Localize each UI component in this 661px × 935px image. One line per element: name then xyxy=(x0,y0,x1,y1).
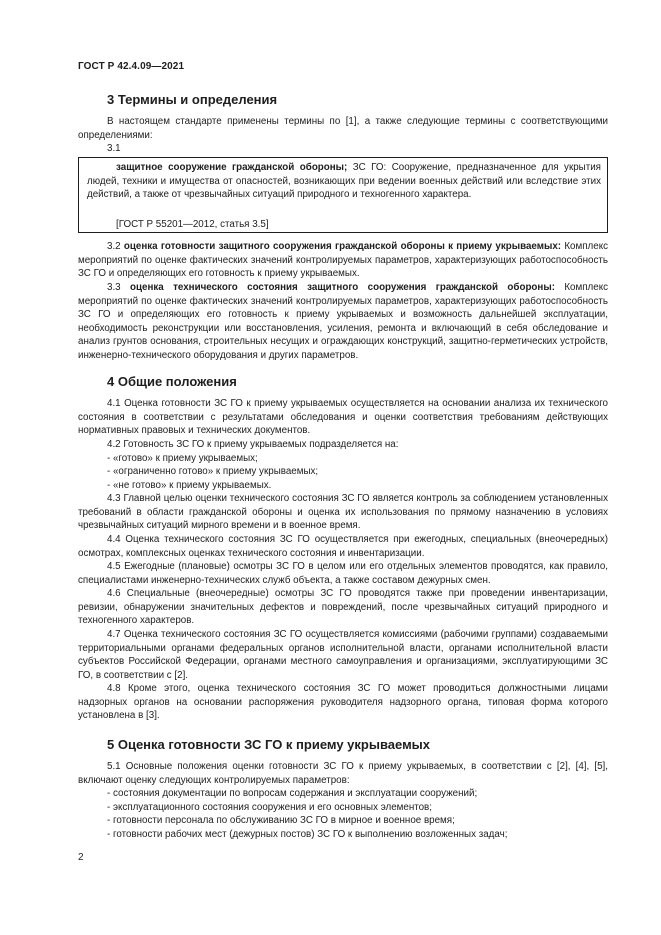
term-3-1-term: защитное сооружение гражданской обороны; xyxy=(116,162,348,173)
list-item-4-2-1: - «готово» к приему укрываемых; xyxy=(107,453,258,464)
paragraph-4-5: 4.5 Ежегодные (плановые) осмотры ЗС ГО в целом или его отдельных элементов проводятся, как правило, специалистами инженерно-технических служб объекта, а также составом дежурных смен. xyxy=(78,561,608,586)
term-3-2-definition: Комплекс мероприятий по оценке фактических значений контролируемых параметров, характеризующих работоспособность ЗС ГО и определяющих его готовность к приему укрываемых. xyxy=(78,241,609,280)
list-item-5-1-4: - готовности рабочих мест (дежурных постов) ЗС ГО к выполнению возложенных задач; xyxy=(107,829,508,840)
paragraph-4-4: 4.4 Оценка технического состояния ЗС ГО осуществляется при ежегодных, специальных (внеочередных) осмотрах, комплексных оценках технического состояния и инвентаризации. xyxy=(78,534,608,559)
section-4-heading: 4 Общие положения xyxy=(107,374,237,389)
list-item-5-1-1: - состояния документации по вопросам содержания и эксплуатации сооружений; xyxy=(107,788,478,799)
list-item-5-1-2: - эксплуатационного состояния сооружения и его основных элементов; xyxy=(107,802,432,813)
list-item-4-2-3: - «не готово» к приему укрываемых. xyxy=(107,480,272,491)
term-3-1-text xyxy=(87,161,601,202)
term-3-3 xyxy=(78,281,608,363)
section-5-heading: 5 Оценка готовности ЗС ГО к приему укрываемых xyxy=(107,737,431,752)
paragraph-4-3: 4.3 Главной целью оценки технического состояния ЗС ГО является контроль за соблюдением установленных требований в области гражданской обороны и оценка их использования по прямому назначению в условиях чрезвычайных ситуаций мирного времени и в военное время. xyxy=(78,493,608,532)
list-item-5-1-3: - готовности персонала по обслуживанию ЗС ГО в мирное и военное время; xyxy=(107,815,455,826)
section-3-intro: В настоящем стандарте применены термины по [1], а также следующие термины с соответствующими определениями: xyxy=(78,116,608,141)
term-3-3-number: 3.3 xyxy=(107,282,130,293)
paragraph-4-1: 4.1 Оценка готовности ЗС ГО к приему укрываемых осуществляется на основании анализа их технического состояния в соответствии с результатами обследования и оценки соответствия требованиям действующих нормативных правовых и технических документов. xyxy=(78,398,608,437)
term-3-2-number: 3.2 xyxy=(107,241,124,252)
document-header: ГОСТ Р 42.4.09—2021 xyxy=(78,61,185,72)
term-3-3-definition: Комплекс мероприятий по оценке фактических значений контролируемых параметров, характеризующих работоспособность ЗС ГО и определяющих его готовность к приему укрываемых и возможность дальнейшей эксплуатации, необходимость реконструкции или восстановления, усиления, ремонта и включающий в себя обследование и анализ грунтов основания, строительных несущих и ограждающих конструкций, защитно-герметических устройств, инженерно-технического оборудования и других параметров. xyxy=(78,282,608,361)
term-3-3-term: оценка технического состояния защитного сооружения гражданской обороны: xyxy=(130,282,555,293)
term-3-1-box xyxy=(78,157,608,233)
paragraph-5-1: 5.1 Основные положения оценки готовности ЗС ГО к приему укрываемых, в соответствии с [2], [4], [5], включают оценку следующих контролируемых параметров: xyxy=(78,761,608,786)
term-3-1-number: 3.1 xyxy=(107,143,121,154)
paragraph-4-7: 4.7 Оценка технического состояния ЗС ГО осуществляется комиссиями (рабочими группами) создаваемыми территориальными органами федеральных органов исполнительной власти, органами исполнительной власти субъектов Российской Федерации, органами местного самоуправления и организациями, эксплуатирующими ЗС ГО, в соответствии с [2]. xyxy=(78,629,608,681)
term-3-1-reference: [ГОСТ Р 55201—2012, статья 3.5] xyxy=(116,219,269,230)
term-3-2-term: оценка готовности защитного сооружения гражданской обороны к приему укрываемых: xyxy=(123,241,562,252)
list-item-4-2-2: - «ограниченно готово» к приему укрываемых; xyxy=(107,466,319,477)
term-3-1-definition: ЗС ГО: Сооружение, предназначенное для укрытия людей, техники и имущества от опасностей, возникающих при ведении военных действий или вследствие этих действий, а также от чрезвычайных ситуаций природного и техногенного характера. xyxy=(87,162,601,201)
page-number: 2 xyxy=(78,852,84,863)
term-3-2 xyxy=(78,240,608,281)
paragraph-4-6: 4.6 Специальные (внеочередные) осмотры ЗС ГО проводятся также при проведении инвентаризации, ревизии, обнаружении значительных дефектов и повреждений, после чрезвычайных ситуаций природного и техногенного характеров. xyxy=(78,588,608,627)
paragraph-4-2: 4.2 Готовность ЗС ГО к приему укрываемых подразделяется на: xyxy=(107,439,399,450)
paragraph-4-8: 4.8 Кроме этого, оценка технического состояния ЗС ГО может проводиться должностными лицами надзорных органов на основании распоряжения руководителя надзорного органа, типовая форма которого установлена в [3]. xyxy=(78,683,608,722)
section-3-heading: 3 Термины и определения xyxy=(107,92,278,107)
